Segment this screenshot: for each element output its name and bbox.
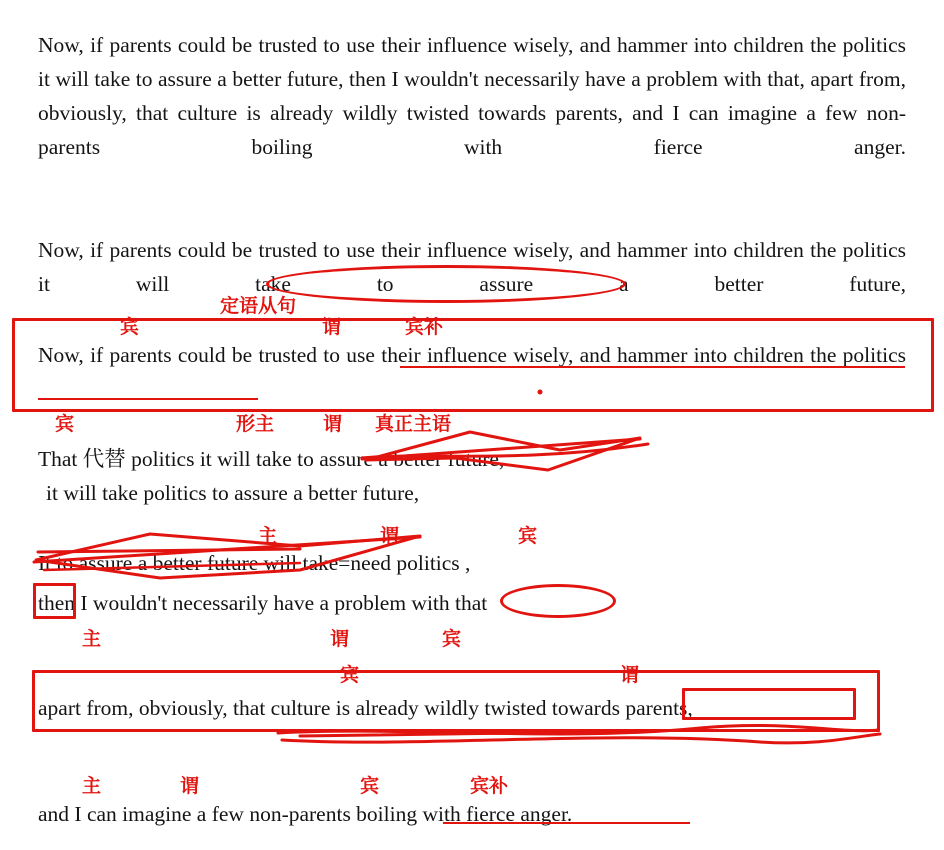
annotation-label-subject-2: 主 [82,628,102,650]
underline-boiling-with-fierce-anger [443,822,690,824]
annotation-label-object-complement-2: 宾补 [470,775,509,797]
paragraph-then-clause: then I wouldn't necessarily have a problem with that [38,591,488,615]
paragraph-reordered: it will take politics to assure a better future, [46,481,420,505]
annotation-label-subject-3: 主 [82,775,102,797]
paragraph-imagine: and I can imagine a few non-parents boiling with fierce anger. [38,802,573,826]
annotation-label-formal-subject: 形主 [236,413,275,435]
then-box [33,583,76,619]
annotation-label-real-subject: 真正主语 [375,413,452,435]
it-will-take-ellipse [266,265,626,303]
annotation-label-predicate-3: 谓 [380,525,400,547]
paragraph-original: Now, if parents could be trusted to use their influence wisely, and hammer into children the politics it will take to assure a better future, then I wouldn't necessarily have a problem with that, apart from, obviously, that culture is already wildly twisted towards parents, and I can imagine a few non-parents boiling with fierce anger. [38,33,906,159]
annotation-label-object-3: 宾 [518,525,538,547]
towards-parents-box [682,688,856,720]
annotation-label-object-4: 宾 [442,628,462,650]
annotation-label-object-complement-1: 宾补 [405,316,444,338]
annotation-label-object-2: 宾 [55,413,75,435]
annotation-label-attributive-clause: 定语从句 [220,295,297,317]
annotation-label-object-6: 宾 [360,775,380,797]
annotation-label-predicate-5: 谓 [620,664,640,686]
annotation-label-predicate-2: 谓 [323,413,343,435]
paragraph-that-substitution: That 代替 politics it will take to assure a better future, [38,447,505,471]
underline-to-use-influence [400,366,905,368]
annotation-label-object-1: 宾 [120,316,140,338]
wave-mark-2 [282,734,880,743]
paragraph-repeat: Now, if parents could be trusted to use their influence wisely, and hammer into children the politics it will take to assure a better future, [38,238,906,296]
underline-children-the-politics [38,398,258,400]
paragraph-main-clause: Now, if parents could be trusted to use their influence wisely, and hammer into children the politics [38,343,906,367]
annotation-label-subject-1: 主 [258,525,278,547]
annotation-label-predicate-1: 谓 [322,316,342,338]
paragraph-apart-from: apart from, obviously, that culture is already wildly twisted towards parents, [38,696,693,720]
annotation-label-predicate-4: 谓 [330,628,350,650]
with-that-ellipse [500,584,616,618]
annotation-label-predicate-6: 谓 [180,775,200,797]
paragraph-it-takes: It to assure a better future will take=need politics , [38,551,471,575]
annotation-label-object-5: 宾 [340,664,360,686]
